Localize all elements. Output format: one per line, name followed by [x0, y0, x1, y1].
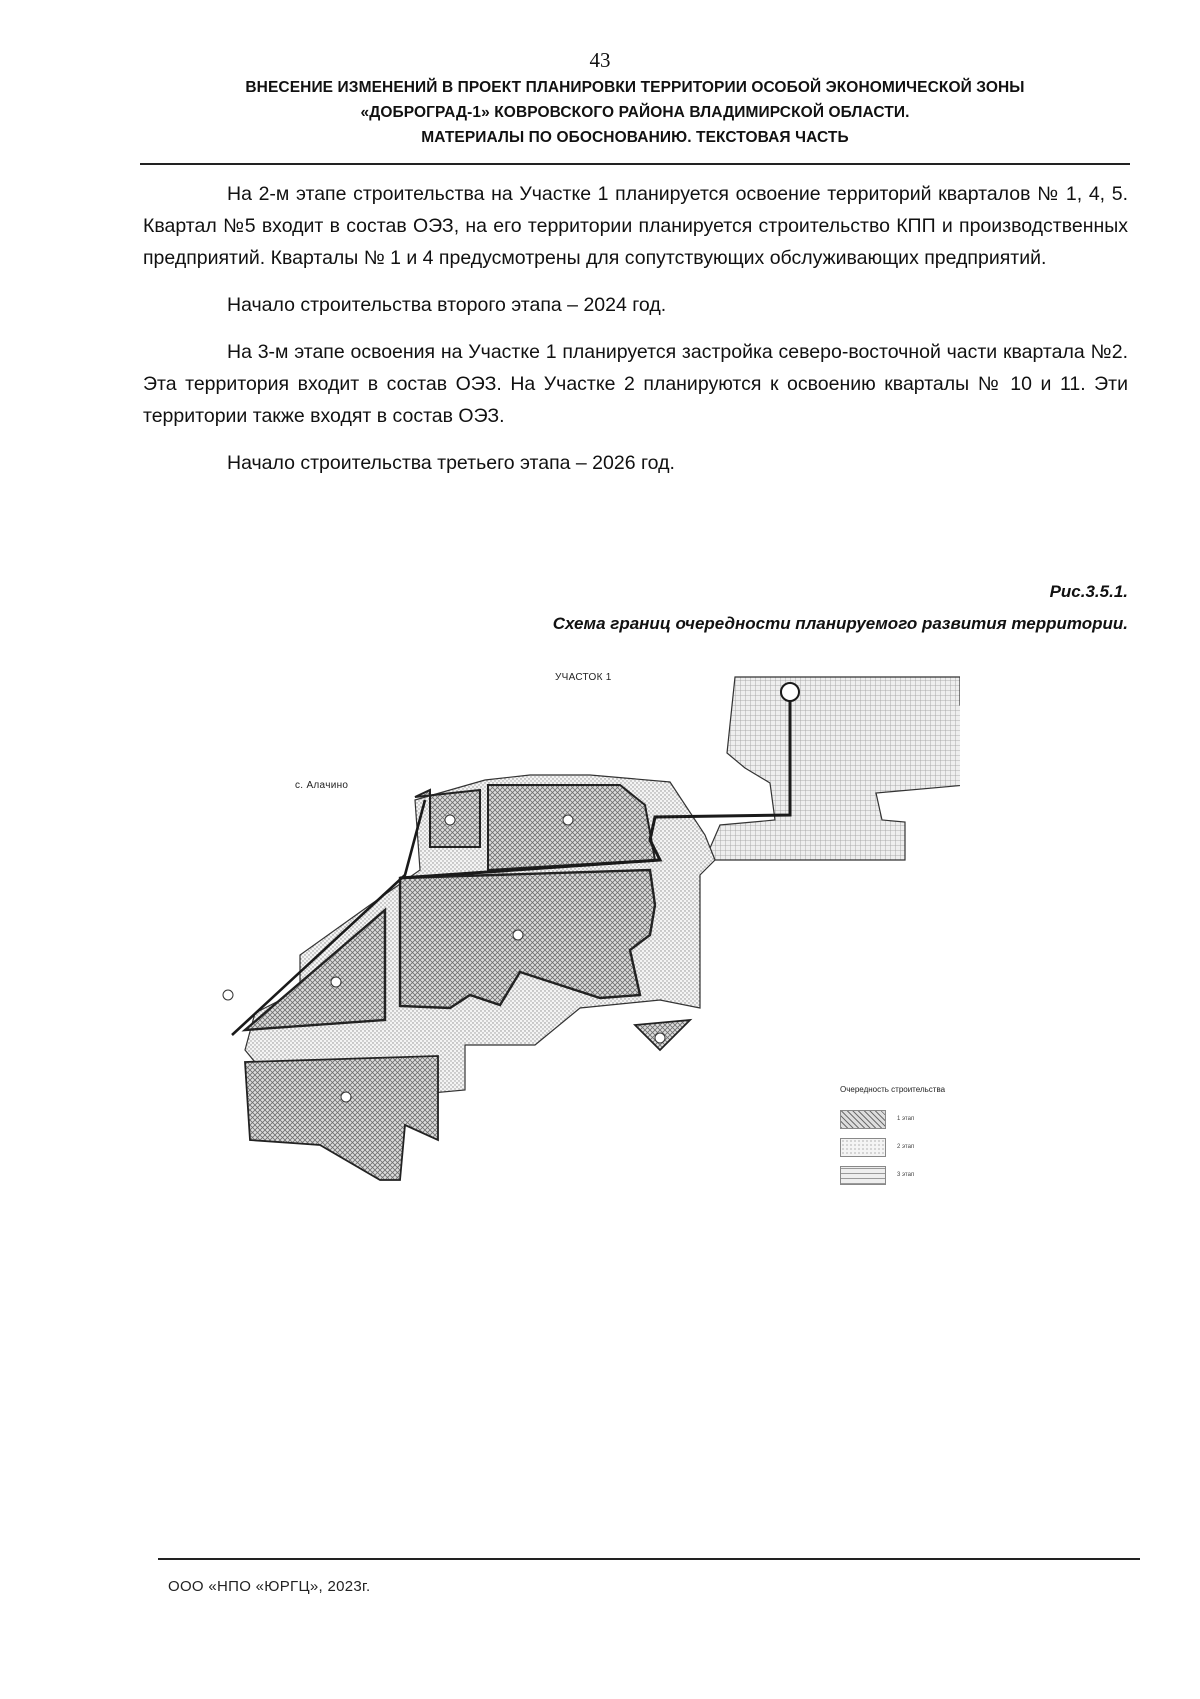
block-marker	[513, 930, 523, 940]
block-marker	[341, 1092, 351, 1102]
paragraph-stage-3-start: Начало строительства третьего этапа – 2026 год.	[227, 452, 675, 474]
legend-label-stage-3: 3 этап	[897, 1172, 915, 1178]
block-marker	[655, 1033, 665, 1043]
figure-number: Рис.3.5.1.	[1049, 582, 1128, 601]
footer-company: ООО «НПО «ЮРГЦ», 2023г.	[168, 1578, 371, 1595]
legend-swatch-stage-3	[840, 1166, 886, 1185]
paragraph-stage-3: На 3-м этапе освоения на Участке 1 планируется застройка северо-восточной части квартала №2. Эта территория входит в состав ОЭЗ. На Участке 2 планируются к освоению кварталы № 10 и 11. Эти территории также входят в состав ОЭЗ.	[143, 341, 1128, 427]
legend-label-stage-2: 2 этап	[897, 1144, 915, 1150]
paragraph-stage-2: На 2-м этапе строительства на Участке 1 планируется освоение территорий кварталов № 1, 4, 5. Квартал №5 входит в состав ОЭЗ, на его территории планируется строительство КПП и производственных предприятий. Кварталы № 1 и 4 предусмотрены для сопутствующих обслуживающих предприятий.	[143, 183, 1128, 269]
stage1-block-south	[245, 1056, 438, 1180]
legend-label-stage-1: 1 этап	[897, 1116, 915, 1122]
legend-swatch-stage-1	[840, 1110, 886, 1129]
stage1-block-triangle	[245, 910, 385, 1030]
header-line-2: «ДОБРОГРАД-1» КОВРОВСКОГО РАЙОНА ВЛАДИМИРСКОЙ ОБЛАСТИ.	[360, 104, 910, 121]
legend-swatch-stage-2	[840, 1138, 886, 1157]
site-label: УЧАСТОК 1	[555, 672, 612, 683]
legend-title: Очередность строительства	[840, 1085, 946, 1094]
stage3-territory	[710, 677, 960, 860]
block-marker	[331, 977, 341, 987]
village-label: с. Алачино	[295, 780, 349, 791]
header-line-3: МАТЕРИАЛЫ ПО ОБОСНОВАНИЮ. ТЕКСТОВАЯ ЧАСТЬ	[421, 129, 849, 146]
territory-map-drawing	[200, 650, 960, 1290]
paragraph-stage-2-start: Начало строительства второго этапа – 2024 год.	[227, 294, 667, 316]
figure-title: Схема границ очередности планируемого развития территории.	[552, 614, 1128, 633]
block-marker	[445, 815, 455, 825]
stage1-block-north	[488, 785, 655, 870]
body-text	[143, 178, 1128, 494]
document-header	[140, 75, 1130, 150]
header-line-1: ВНЕСЕНИЕ ИЗМЕНЕНИЙ В ПРОЕКТ ПЛАНИРОВКИ ТЕРРИТОРИИ ОСОБОЙ ЭКОНОМИЧЕСКОЙ ЗОНЫ	[245, 79, 1025, 96]
page-number: 43	[589, 48, 611, 72]
territory-map	[200, 650, 960, 1290]
block-marker	[563, 815, 573, 825]
road-node-marker	[781, 683, 799, 701]
header-divider	[140, 163, 1130, 165]
footer-divider	[158, 1558, 1140, 1560]
block-marker	[223, 990, 233, 1000]
